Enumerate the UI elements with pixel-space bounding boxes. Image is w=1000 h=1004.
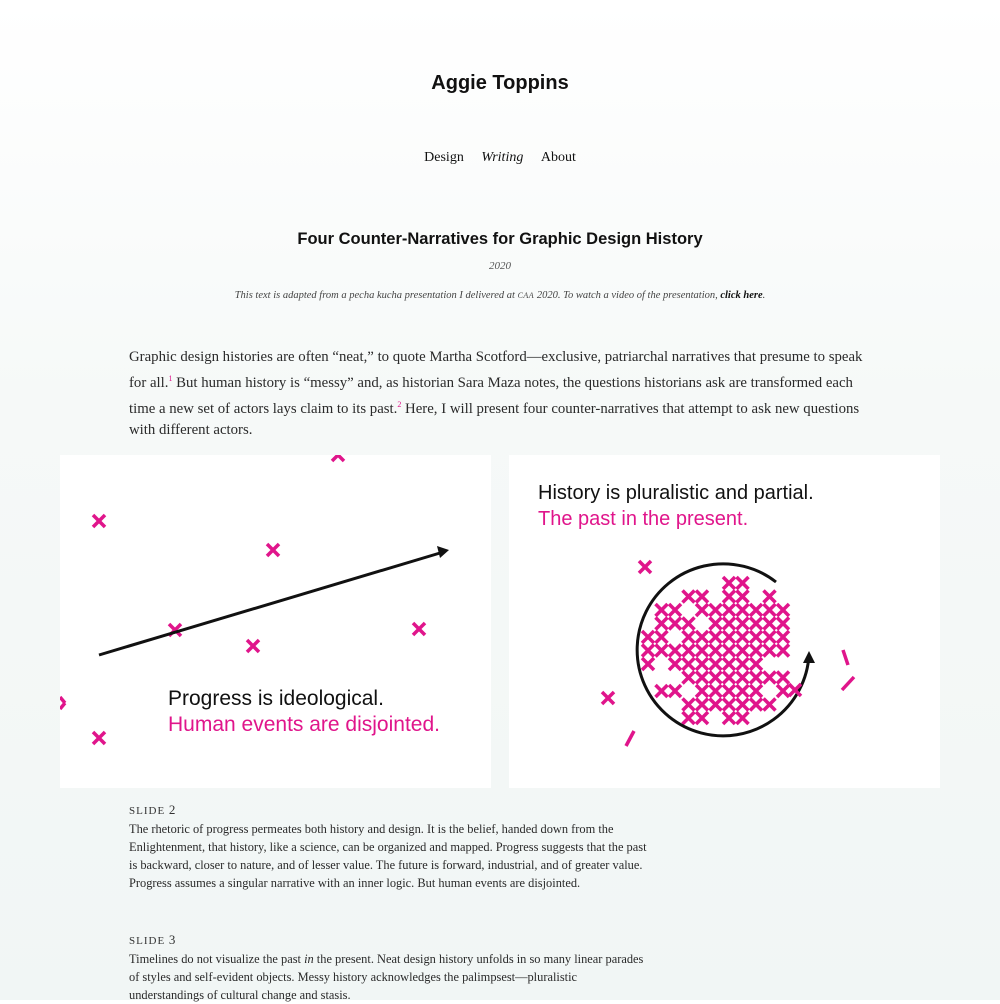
- x-mark-icon: [683, 631, 695, 643]
- slide-2-caption: [129, 802, 649, 892]
- note-caa: CAA: [517, 291, 535, 300]
- x-mark-icon: [696, 591, 708, 603]
- x-mark-icon: [683, 699, 695, 711]
- x-mark-fragment: [842, 677, 854, 690]
- intro-part2: But human history is “messy” and, as historian Sara Maza notes, the questions historians ask are transformed each time a new set of actors lays claim to its past.: [129, 374, 853, 417]
- progress-arrow-line: [99, 553, 440, 655]
- x-mark-icon: [737, 685, 749, 697]
- slide-2-label: [129, 802, 649, 818]
- x-mark-icon: [683, 658, 695, 670]
- nav-design[interactable]: Design: [424, 150, 464, 165]
- x-mark-icon: [710, 604, 722, 616]
- slide-3-label: [129, 932, 649, 948]
- x-mark-icon: [710, 658, 722, 670]
- nav-about[interactable]: About: [540, 150, 576, 165]
- x-mark-icon: [683, 672, 695, 684]
- x-mark-icon: [696, 631, 708, 643]
- intro-part1: Graphic design histories are often “neat,” to quote Martha Scotford—exclusive, patriarchal narratives that presume to speak for all.: [129, 349, 863, 391]
- slide-label-text: SLIDE: [129, 935, 166, 947]
- x-mark-icon: [737, 591, 749, 603]
- x-mark-cluster: [642, 577, 789, 724]
- x-mark-icon: [737, 699, 749, 711]
- x-mark-icon: [642, 645, 654, 657]
- x-mark-icon: [764, 631, 776, 643]
- x-mark-icon: [710, 685, 722, 697]
- x-mark-icon: [669, 618, 681, 630]
- slide-3-line1: History is pluralistic and partial.: [538, 482, 814, 504]
- x-mark-icon: [247, 640, 259, 652]
- slide-2-line1: Progress is ideological.: [168, 687, 384, 710]
- x-mark-icon: [750, 672, 762, 684]
- footnote-ref-2[interactable]: 2: [397, 399, 402, 409]
- intro-part3: Here, I will present four counter-narratives that attempt to ask new questions with different actors.: [129, 400, 860, 438]
- x-mark-icon: [656, 604, 668, 616]
- x-mark-icon: [723, 658, 735, 670]
- slide-2-line2: Human events are disjointed.: [168, 713, 440, 736]
- x-mark-icon: [93, 515, 105, 527]
- x-mark-icon: [710, 618, 722, 630]
- x-mark-icon: [696, 685, 708, 697]
- slide-3-text-after: the present. Neat design history unfolds in so many linear parades of styles and self-evident objects. Messy history acknowledges the palimpsest—pluralistic understandings of cultural change and stasis.: [129, 952, 644, 1002]
- x-mark-icon: [683, 645, 695, 657]
- x-mark-icon: [710, 672, 722, 684]
- x-mark-icon: [710, 699, 722, 711]
- site-title[interactable]: Aggie Toppins: [431, 72, 569, 94]
- x-mark-icon: [737, 645, 749, 657]
- presentation-note: [0, 290, 1000, 301]
- x-mark-icon: [777, 618, 789, 630]
- note-text-mid: 2020. To watch a video of the presentation,: [534, 290, 721, 301]
- slide-2-text: The rhetoric of progress permeates both history and design. It is the belief, handed down from the Enlightenment, that history, like a science, can be organized and mapped. Progress suggests that the past is backward, closer to nature, and of lesser value. The future is forward, industrial, and of greater value. Progress assumes a singular narrative with an inner logic. But human events are disjointed.: [129, 822, 647, 890]
- x-mark-icon: [777, 672, 789, 684]
- x-mark-icon: [723, 672, 735, 684]
- x-mark-icon: [642, 631, 654, 643]
- x-mark-icon: [413, 623, 425, 635]
- x-mark-icon: [750, 699, 762, 711]
- x-mark-fragment: [332, 455, 338, 461]
- x-mark-icon: [669, 658, 681, 670]
- x-mark-icon: [723, 577, 735, 589]
- slide-3-text: [129, 950, 649, 1004]
- x-mark-icon: [750, 645, 762, 657]
- x-mark-icon: [750, 618, 762, 630]
- x-mark-icon: [750, 658, 762, 670]
- x-mark-icon: [764, 618, 776, 630]
- x-mark-icon: [723, 699, 735, 711]
- x-mark-icon: [723, 645, 735, 657]
- slide-number: 2: [168, 802, 176, 817]
- x-mark-icon: [683, 618, 695, 630]
- slide-3-image: [509, 455, 940, 788]
- x-mark-icon: [656, 685, 668, 697]
- x-mark-icon: [669, 685, 681, 697]
- x-mark-icon: [656, 645, 668, 657]
- note-text-before: This text is adapted from a pecha kucha presentation I delivered at: [234, 290, 518, 301]
- nav-writing[interactable]: Writing: [481, 150, 524, 165]
- x-mark-icon: [267, 544, 279, 556]
- note-text-after: .: [762, 290, 766, 301]
- x-mark-icon: [639, 561, 651, 573]
- x-mark-icon: [723, 604, 735, 616]
- x-mark-icon: [723, 618, 735, 630]
- x-mark-icon: [764, 699, 776, 711]
- x-mark-icon: [642, 658, 654, 670]
- x-mark-icon: [669, 604, 681, 616]
- x-mark-icon: [656, 618, 668, 630]
- slide-3-caption: [129, 932, 649, 1004]
- x-mark-icon: [696, 672, 708, 684]
- x-mark-icon: [696, 699, 708, 711]
- x-mark-icon: [764, 591, 776, 603]
- intro-paragraph: [129, 347, 869, 441]
- x-mark-icon: [777, 604, 789, 616]
- x-mark-icon: [93, 732, 105, 744]
- x-mark-icon: [696, 658, 708, 670]
- x-mark-icon: [669, 645, 681, 657]
- x-mark-icon: [737, 658, 749, 670]
- arrow-icon: [437, 546, 449, 558]
- arrow-icon: [803, 651, 815, 663]
- x-mark-icon: [737, 618, 749, 630]
- x-mark-fragment: [338, 455, 344, 461]
- x-mark-icon: [737, 604, 749, 616]
- x-mark-icon: [750, 631, 762, 643]
- main-nav: [0, 150, 1000, 166]
- slide-2-image: [60, 455, 491, 788]
- x-mark-icon: [750, 685, 762, 697]
- x-mark-icon: [683, 712, 695, 724]
- footnote-ref-1[interactable]: 1: [168, 374, 173, 383]
- x-mark-fragment: [60, 697, 65, 703]
- slide-2-graphic: [60, 455, 491, 788]
- slide-3-line2: The past in the present.: [538, 508, 749, 530]
- x-mark-icon: [777, 645, 789, 657]
- x-mark-icon: [696, 645, 708, 657]
- x-mark-icon: [737, 672, 749, 684]
- x-mark-icon: [696, 604, 708, 616]
- x-mark-icon: [764, 672, 776, 684]
- slide-3-text-em: in: [304, 952, 314, 966]
- x-mark-icon: [656, 631, 668, 643]
- x-mark-icon: [737, 631, 749, 643]
- x-mark-fragment: [843, 650, 848, 665]
- slide-label-text: SLIDE: [129, 805, 166, 817]
- x-mark-icon: [723, 685, 735, 697]
- x-mark-icon: [723, 631, 735, 643]
- x-mark-icon: [764, 604, 776, 616]
- x-mark-icon: [723, 591, 735, 603]
- x-mark-icon: [777, 631, 789, 643]
- x-mark-fragment: [60, 703, 65, 709]
- x-mark-icon: [737, 712, 749, 724]
- x-mark-icon: [710, 631, 722, 643]
- x-mark-icon: [602, 692, 614, 704]
- slide-3-text-before: Timelines do not visualize the past: [129, 952, 305, 966]
- slide-3-graphic: [509, 455, 940, 788]
- article-year: 2020: [489, 260, 511, 272]
- x-mark-fragment: [626, 731, 634, 746]
- x-mark-icon: [764, 645, 776, 657]
- x-mark-icon: [723, 712, 735, 724]
- slide-number: 3: [168, 932, 176, 947]
- x-mark-icon: [737, 577, 749, 589]
- article-title: Four Counter-Narratives for Graphic Design History: [297, 230, 703, 248]
- x-mark-icon: [750, 604, 762, 616]
- x-mark-icon: [777, 685, 789, 697]
- x-mark-icon: [696, 712, 708, 724]
- video-link[interactable]: click here: [720, 290, 763, 301]
- x-mark-icon: [710, 645, 722, 657]
- x-mark-icon: [683, 591, 695, 603]
